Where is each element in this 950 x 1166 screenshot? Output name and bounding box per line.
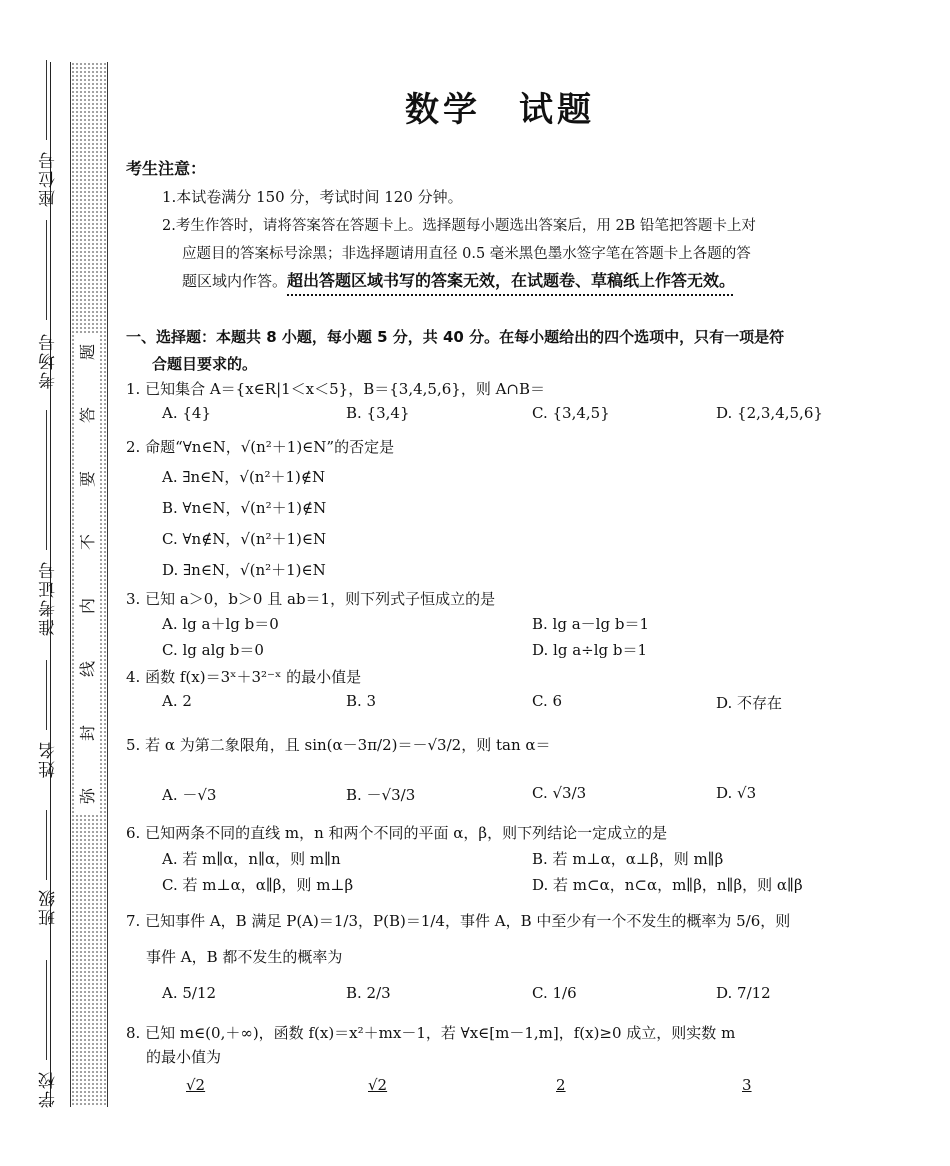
name-label: 姓名 [39,740,59,778]
section-heading [126,326,784,374]
exam-room-line [46,220,47,320]
notice-plain-text: 题区域内作答。 [182,272,288,290]
question-4-stem: 4. 函数 f(x)＝3ˣ＋3²⁻ˣ 的最小值是 [126,668,362,686]
question-5-stem: 5. 若 α 为第二象限角，且 sin(α－3π/2)＝－√3/2，则 tan α＝ [126,736,551,754]
question-3-option-a: A. lg a＋lg b＝0 [162,615,279,633]
question-3-option-d: D. lg a÷lg b＝1 [532,641,648,659]
seal-char: 要 [77,470,97,487]
question-8-stem-line-1: 8. 已知 m∈(0,＋∞)，函数 f(x)＝x²＋mx－1，若 ∀x∈[m－1,m]，f(x)≥0 成立，则实数 m [126,1024,736,1042]
question-2-option-b: B. ∀n∈N，√(n²＋1)∉N [162,499,327,517]
question-7-option-d: D. 7/12 [716,984,771,1002]
question-1-option-b: B. {3,4} [346,404,410,422]
question-5-option-c: C. √3/3 [532,784,587,802]
question-8-option-d: 3 [742,1076,752,1094]
question-8-stem-line-2: 的最小值为 [146,1048,222,1066]
question-7-option-b: B. 2/3 [346,984,391,1002]
class-line [46,810,47,880]
question-6-option-a: A. 若 m∥α，n∥α，则 m∥n [162,850,341,868]
seal-char: 内 [77,597,97,614]
notice-item-2-line-3 [182,268,735,291]
question-6-stem: 6. 已知两条不同的直线 m，n 和两个不同的平面 α，β，则下列结论一定成立的是 [126,824,668,842]
question-5-option-a: A. －√3 [162,786,217,804]
question-8-option-b: √2 [368,1076,388,1094]
question-6-option-b: B. 若 m⊥α，α⊥β，则 m∥β [532,850,724,868]
notice-item-1: 1.本试卷满分 150 分，考试时间 120 分钟。 [162,188,463,206]
question-2-option-c: C. ∀n∉N，√(n²＋1)∈N [162,530,327,548]
question-3-option-b: B. lg a－lg b＝1 [532,615,649,633]
name-line [46,660,47,730]
seat-number-label: 座位号 [39,150,59,207]
question-2-option-a: A. ∃n∈N，√(n²＋1)∉N [162,468,326,486]
question-6-option-d: D. 若 m⊂α，n⊂α，m∥β，n∥β，则 α∥β [532,876,803,894]
class-label: 班级 [39,888,59,926]
question-8-option-a: √2 [186,1076,206,1094]
school-label: 学校 [39,1070,59,1108]
question-8-option-c: 2 [556,1076,566,1094]
seal-char: 不 [77,534,97,551]
question-6-option-c: C. 若 m⊥α，α∥β，则 m⊥β [162,876,354,894]
admission-number-label: 准考证号 [39,560,59,636]
page-title: 数学 试题 [405,90,595,130]
question-7-option-a: A. 5/12 [162,984,217,1002]
seal-char: 题 [77,343,97,361]
question-1-option-a: A. {4} [162,404,211,422]
question-7-option-c: C. 1/6 [532,984,577,1002]
question-5-option-d: D. √3 [716,784,757,802]
admission-number-line [46,410,47,550]
section-heading-line-1: 一、选择题：本题共 8 小题，每小题 5 分，共 40 分。在每小题给出的四个选项中，只有一项是符 [126,328,785,346]
notice-item-2-line-1: 2.考生作答时，请将答案答在答题卡上。选择题每小题选出答案后，用 2B 铅笔把答题卡上对 [162,218,756,234]
question-2-stem: 2. 命题“∀n∈N，√(n²＋1)∈N”的否定是 [126,438,395,456]
question-4-option-a: A. 2 [162,692,192,710]
seal-char: 弥 [77,787,97,804]
school-line [46,960,47,1060]
question-7-stem-line-1: 7. 已知事件 A，B 满足 P(A)＝1/3，P(B)＝1/4，事件 A，B 中至少有一个不发生的概率为 5/6，则 [126,912,791,930]
question-5-option-b: B. －√3/3 [346,786,416,804]
question-3-stem: 3. 已知 a＞0，b＞0 且 ab＝1，则下列式子恒成立的是 [126,590,496,608]
question-3-option-c: C. lg alg b＝0 [162,641,264,659]
question-1-stem: 1. 已知集合 A＝{x∈R|1＜x＜5}，B＝{3,4,5,6}，则 A∩B＝ [126,380,546,398]
notice-heading: 考生注意： [126,159,207,178]
exam-room-label: 考场号 [39,332,59,389]
seal-warning [76,334,100,814]
seal-char: 封 [77,724,97,741]
question-4-option-c: C. 6 [532,692,563,710]
notice-emphasis-text: 超出答题区域书写的答案无效，在试题卷、草稿纸上作答无效。 [287,271,736,290]
seal-char: 答 [77,407,97,424]
section-heading-line-2: 合题目要求的。 [152,355,258,373]
question-2-option-d: D. ∃n∈N，√(n²＋1)∈N [162,561,326,579]
seal-char: 线 [77,661,97,678]
question-4-option-b: B. 3 [346,692,377,710]
question-1-option-d: D. {2,3,4,5,6} [716,404,823,422]
notice-item-2-line-2: 应题目的答案标号涂黑；非选择题请用直径 0.5 毫米黑色墨水签字笔在答题卡上各题的答 [182,246,751,262]
question-7-stem-line-2: 事件 A，B 都不发生的概率为 [146,948,343,966]
question-1-option-c: C. {3,4,5} [532,404,610,422]
question-4-option-d: D. 不存在 [716,694,783,712]
